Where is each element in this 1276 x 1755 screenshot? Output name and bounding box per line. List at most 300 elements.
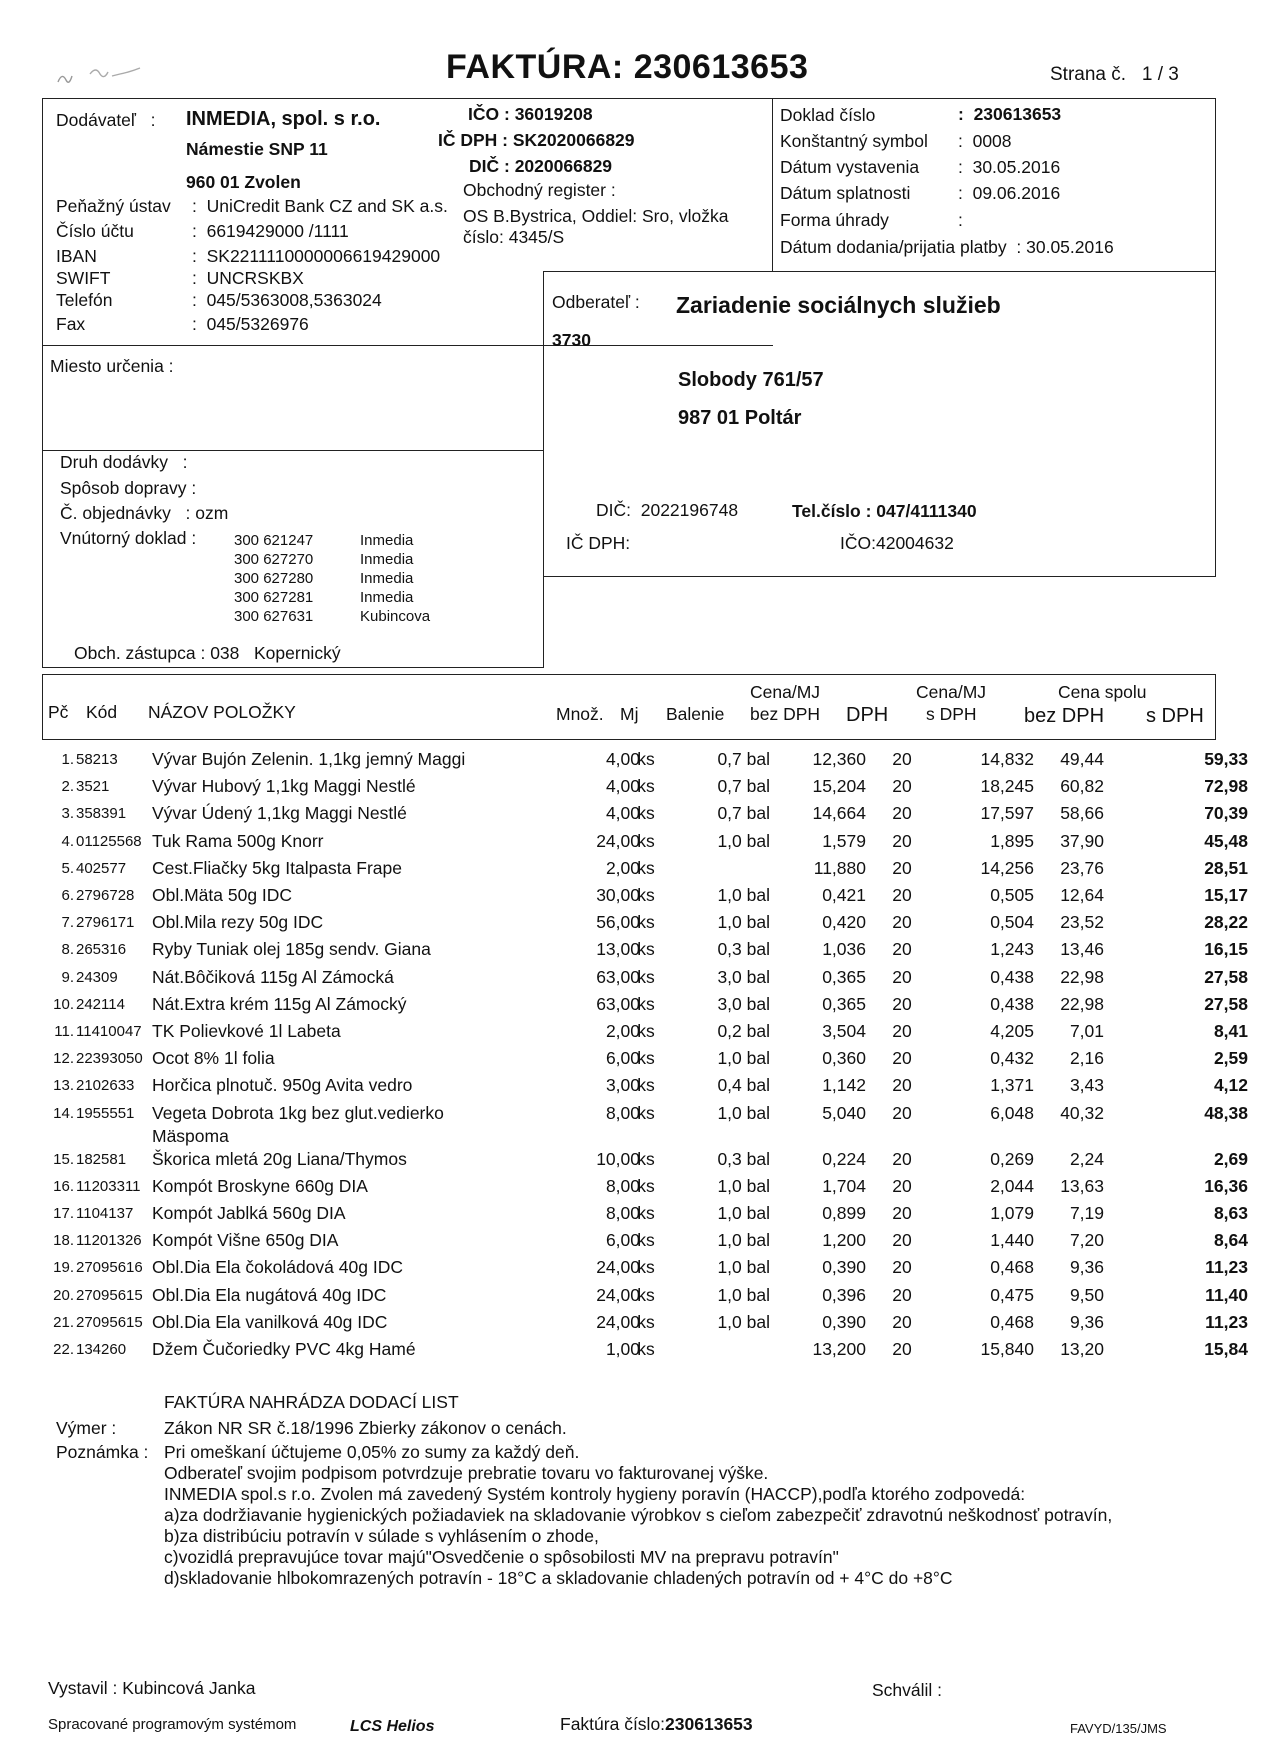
table-row (42, 746, 1248, 772)
row-index: 10. (53, 995, 74, 1013)
row-item-name: Vývar Údený 1,1kg Maggi Nestlé (152, 803, 407, 824)
row-unit-price-vat: 0,432 (990, 1048, 1034, 1069)
row-unit-price: 15,204 (812, 776, 866, 797)
row-quantity: 1,00 (605, 1339, 640, 1359)
row-unit-price: 0,421 (822, 885, 866, 905)
sales-agent: Obch. zástupca : 038 Kopernický (74, 643, 341, 663)
row-quantity: 4,00 (605, 776, 640, 797)
table-row (42, 773, 1248, 799)
row-item-name: Obl.Mila rezy 50g IDC (152, 912, 324, 933)
col-spolu-s: s DPH (1146, 705, 1204, 727)
row-unit-price: 14,664 (812, 803, 866, 824)
col-qty: Množ. (556, 704, 604, 724)
const-sym-value: : 0008 (958, 131, 1012, 151)
row-unit-price: 0,365 (822, 993, 866, 1014)
row-index: 5. (61, 859, 74, 877)
row-total-vat: 16,36 (1204, 1175, 1248, 1196)
customer-street: Slobody 761/57 (678, 369, 824, 391)
row-vat-rate: 20 (892, 912, 912, 933)
row-packaging: 1,0 bal (717, 1230, 770, 1251)
row-unit-price-vat: 0,475 (990, 1284, 1034, 1305)
row-total: 60,82 (1060, 776, 1104, 797)
row-quantity: 8,00 (605, 1203, 640, 1223)
row-code: 27095615 (76, 1286, 143, 1304)
row-unit-price-vat: 0,269 (990, 1148, 1034, 1169)
row-unit-price: 1,579 (822, 830, 866, 851)
row-item-name: Vývar Bujón Zelenin. 1,1kg jemný Maggi (152, 749, 466, 769)
notes-line: Odberateľ svojim podpisom potvrdzuje prebratie tovaru vo fakturovanej výške. (164, 1463, 769, 1483)
poznamka-label: Poznámka : (56, 1442, 149, 1462)
row-item-name: Džem Čučoriedky PVC 4kg Hamé (152, 1339, 416, 1359)
supplier-name: INMEDIA, spol. s r.o. (186, 108, 381, 130)
row-vat-rate: 20 (892, 939, 912, 960)
row-total: 22,98 (1060, 993, 1104, 1014)
page-number: 1 / 3 (1141, 64, 1179, 85)
row-index: 16. (53, 1177, 74, 1195)
row-packaging: 1,0 bal (717, 1102, 770, 1123)
row-index: 7. (61, 914, 74, 932)
row-total-vat: 27,58 (1204, 966, 1248, 987)
customer-ico: IČO:42004632 (840, 533, 954, 553)
row-quantity: 56,00 (596, 912, 640, 933)
col-spolu-bez: bez DPH (1024, 705, 1105, 727)
table-row (42, 1045, 1248, 1071)
customer-name: Zariadenie sociálnych služieb (676, 292, 1001, 318)
table-row (42, 800, 1248, 826)
row-vat-rate: 20 (892, 749, 912, 769)
row-code: 242114 (76, 995, 125, 1013)
row-unit-price-vat: 6,048 (990, 1102, 1034, 1123)
table-row (42, 1100, 1248, 1146)
row-vat-rate: 20 (892, 1048, 912, 1069)
supplier-ico: IČO : 36019208 (468, 104, 593, 124)
row-total: 22,98 (1060, 966, 1104, 987)
row-total-vat: 16,15 (1204, 939, 1248, 960)
row-total: 13,20 (1060, 1339, 1104, 1359)
row-total-vat: 8,41 (1213, 1021, 1248, 1041)
row-unit: ks (637, 1021, 655, 1041)
row-total-vat: 48,38 (1204, 1102, 1248, 1123)
row-code: 182581 (76, 1150, 127, 1168)
row-code: 2796171 (76, 914, 135, 932)
row-vat-rate: 20 (892, 857, 912, 878)
notes-line: d)skladovanie hlbokomrazených potravín - 18°C a skladovanie chladených potravín od + 4°C do +8°C (164, 1568, 953, 1588)
row-unit-price-vat: 4,205 (990, 1021, 1034, 1041)
row-unit: ks (637, 993, 655, 1014)
supplier-register-line2: číslo: 4345/S (463, 227, 565, 247)
row-item-name: Kompót Višne 650g DIA (152, 1230, 339, 1251)
customer-city: 987 01 Poltár (678, 407, 802, 429)
row-total-vat: 59,33 (1204, 749, 1248, 769)
row-vat-rate: 20 (892, 1257, 912, 1278)
invoice-title: FAKTÚRA: 230613653 (446, 48, 809, 86)
row-quantity: 4,00 (605, 749, 640, 769)
issue-date-label: Dátum vystavenia (780, 157, 920, 177)
row-unit-price: 11,880 (813, 857, 866, 878)
row-code: 402577 (76, 859, 127, 877)
row-unit-price: 13,200 (812, 1339, 866, 1359)
row-total: 2,16 (1069, 1048, 1104, 1069)
row-code: 3521 (76, 778, 110, 796)
table-row (42, 1018, 1248, 1044)
row-quantity: 2,00 (605, 857, 640, 878)
account-value: : 6619429000 /1111 (192, 221, 349, 241)
row-packaging: 0,3 bal (717, 939, 770, 960)
row-vat-rate: 20 (892, 1203, 912, 1223)
row-packaging: 1,0 bal (717, 1311, 770, 1332)
row-item-name: Tuk Rama 500g Knorr (152, 830, 324, 851)
vymer-text: Zákon NR SR č.18/1996 Zbierky zákonov o cenách. (164, 1418, 567, 1438)
row-index: 19. (53, 1259, 74, 1277)
row-index: 11. (54, 1023, 74, 1040)
row-unit-price-vat: 14,832 (980, 749, 1034, 769)
row-unit-price: 0,899 (822, 1203, 866, 1223)
col-name: NÁZOV POLOŽKY (148, 702, 296, 722)
row-total: 23,52 (1060, 912, 1104, 933)
row-total-vat: 8,64 (1213, 1230, 1248, 1251)
col-cena-top: Cena/MJ (750, 682, 821, 702)
table-row (42, 828, 1248, 854)
row-unit-price: 1,704 (822, 1175, 866, 1196)
row-index: 18. (53, 1232, 74, 1250)
row-unit-price-vat: 0,438 (990, 966, 1034, 987)
table-row (42, 991, 1248, 1017)
row-index: 3. (61, 805, 74, 823)
bank-label: Peňažný ústav (56, 196, 171, 216)
issued-by: Vystavil : Kubincová Janka (48, 1678, 256, 1698)
col-bal: Balenie (666, 704, 725, 724)
row-unit: ks (637, 912, 655, 933)
supplier-city: 960 01 Zvolen (186, 172, 301, 192)
row-unit: ks (637, 830, 655, 851)
row-total: 9,36 (1069, 1311, 1104, 1332)
row-vat-rate: 20 (892, 1230, 912, 1251)
row-item-name: Obl.Mäta 50g IDC (152, 885, 293, 905)
row-unit: ks (637, 857, 655, 878)
row-quantity: 10,00 (596, 1148, 640, 1169)
row-packaging: 1,0 bal (717, 1257, 770, 1278)
row-index: 13. (53, 1077, 74, 1095)
row-code: 11201326 (76, 1232, 142, 1250)
row-code: 11410047 (76, 1023, 142, 1040)
row-total-vat: 72,98 (1204, 776, 1248, 797)
row-total: 12,64 (1060, 885, 1104, 905)
row-unit: ks (637, 1230, 655, 1251)
row-vat-rate: 20 (892, 1284, 912, 1305)
customer-code: 3730 (552, 330, 591, 350)
row-total-vat: 2,59 (1213, 1048, 1248, 1069)
row-total-vat: 8,63 (1213, 1203, 1248, 1223)
row-index: 1. (61, 751, 74, 768)
const-sym-label: Konštantný symbol (780, 131, 928, 151)
row-quantity: 13,00 (596, 939, 640, 960)
payment-value: : (958, 210, 973, 230)
notes-line: Pri omeškaní účtujeme 0,05% zo sumy za každý deň. (164, 1442, 580, 1462)
row-unit: ks (637, 939, 655, 960)
col-cena-s: s DPH (926, 704, 977, 724)
page-label: Strana č. (1050, 64, 1127, 85)
row-unit: ks (637, 1257, 655, 1278)
destination-label: Miesto určenia : (50, 356, 174, 376)
table-row (42, 1336, 1248, 1362)
row-packaging: 1,0 bal (717, 1203, 770, 1223)
row-unit: ks (637, 966, 655, 987)
row-vat-rate: 20 (892, 1148, 912, 1169)
row-unit-price-vat: 0,505 (990, 885, 1034, 905)
row-unit-price-vat: 15,840 (980, 1339, 1034, 1359)
notes-line: c)vozidlá prepravujúce tovar majú"Osvedčenie o spôsobilosti MV na prepravu potravín" (164, 1547, 839, 1567)
row-total-vat: 2,69 (1213, 1148, 1248, 1169)
supplier-register-line1: OS B.Bystrica, Oddiel: Sro, vložka (463, 206, 729, 226)
row-unit-price: 0,396 (822, 1284, 866, 1305)
row-unit: ks (637, 803, 655, 824)
table-row (42, 855, 1248, 881)
internal-doc-owner: Inmedia (360, 532, 414, 549)
row-total: 7,19 (1069, 1203, 1104, 1223)
row-index: 8. (61, 941, 74, 959)
row-item-name: Horčica plnotuč. 950g Avita vedro (152, 1075, 413, 1096)
fax-value: : 045/5326976 (192, 314, 309, 334)
row-code: 358391 (76, 805, 127, 823)
row-index: 9. (61, 968, 74, 986)
row-index: 21. (53, 1313, 74, 1331)
row-total-vat: 15,17 (1204, 885, 1248, 905)
row-packaging: 1,0 bal (717, 1175, 770, 1196)
row-item-name: Nát.Bôčiková 115g Al Zámocká (152, 966, 394, 987)
row-vat-rate: 20 (892, 1102, 912, 1123)
internal-doc-number: 300 627631 (234, 608, 314, 625)
table-row (42, 1309, 1248, 1335)
row-item-name: Vegeta Dobrota 1kg bez glut.vedierko (152, 1102, 444, 1123)
approved-label: Schválil : (872, 1680, 943, 1700)
row-item-name: TK Polievkové 1l Labeta (152, 1021, 341, 1041)
row-quantity: 24,00 (596, 1257, 640, 1278)
row-vat-rate: 20 (892, 1021, 912, 1041)
row-packaging: 0,4 bal (717, 1075, 770, 1096)
row-unit-price-vat: 1,243 (990, 939, 1034, 960)
row-unit-price: 1,200 (822, 1230, 866, 1251)
notes-heading: FAKTÚRA NAHRÁDZA DODACÍ LIST (164, 1392, 459, 1412)
row-unit-price-vat: 14,256 (980, 857, 1034, 878)
row-vat-rate: 20 (892, 966, 912, 987)
payment-label: Forma úhrady (780, 210, 889, 230)
row-quantity: 4,00 (605, 803, 640, 824)
issue-date-value: : 30.05.2016 (958, 157, 1061, 177)
table-row (42, 1227, 1248, 1253)
row-unit: ks (637, 749, 655, 769)
row-unit-price: 1,036 (822, 939, 866, 960)
table-row (42, 909, 1248, 935)
row-unit-price-vat: 0,468 (990, 1257, 1034, 1278)
row-packaging: 1,0 bal (717, 912, 770, 933)
row-code: 22393050 (76, 1050, 143, 1068)
row-unit: ks (637, 1102, 655, 1123)
system-label: Spracované programovým systémom (48, 1716, 297, 1733)
customer-label: Odberateľ : (552, 292, 640, 312)
row-total: 13,46 (1060, 939, 1104, 960)
supplier-label: Dodávateľ : (56, 110, 156, 130)
internal-doc-owner: Inmedia (360, 570, 414, 587)
row-unit: ks (637, 1048, 655, 1069)
row-unit-price-vat: 17,597 (980, 803, 1034, 824)
row-unit-price: 3,504 (822, 1021, 866, 1041)
row-code: 58213 (76, 751, 118, 768)
account-label: Číslo účtu (56, 221, 134, 241)
col-spolu-top: Cena spolu (1058, 682, 1147, 702)
table-row (42, 1254, 1248, 1280)
internal-doc-owner: Kubincova (360, 608, 431, 625)
row-quantity: 24,00 (596, 1311, 640, 1332)
internal-doc-number: 300 621247 (234, 532, 314, 549)
col-kod: Kód (86, 702, 118, 722)
row-packaging: 1,0 bal (717, 1048, 770, 1069)
doc-no-label: Doklad číslo (780, 105, 876, 125)
table-row (42, 1146, 1248, 1172)
row-total-vat: 15,84 (1204, 1339, 1248, 1359)
row-total: 40,32 (1060, 1102, 1104, 1123)
row-quantity: 2,00 (605, 1021, 640, 1041)
row-unit-price-vat: 1,371 (990, 1075, 1034, 1096)
row-unit-price: 1,142 (822, 1075, 866, 1096)
doc-no-value: : 230613653 (958, 104, 1062, 124)
row-packaging: 1,0 bal (717, 830, 770, 851)
row-unit: ks (637, 1148, 655, 1169)
phone-label: Telefón (56, 290, 113, 310)
row-packaging: 3,0 bal (717, 966, 770, 987)
table-row (42, 882, 1248, 908)
row-quantity: 63,00 (596, 966, 640, 987)
row-unit-price-vat: 1,079 (990, 1203, 1034, 1223)
customer-phone: Tel.číslo : 047/4111340 (792, 501, 977, 521)
row-item-name: Škorica mletá 20g Liana/Thymos (152, 1148, 407, 1169)
col-cena-s-top: Cena/MJ (916, 682, 987, 702)
row-index: 4. (61, 832, 74, 850)
form-code: FAVYD/135/JMS (1070, 1721, 1167, 1736)
row-unit: ks (637, 1339, 655, 1359)
row-packaging: 3,0 bal (717, 993, 770, 1014)
row-unit-price: 0,224 (822, 1148, 866, 1169)
row-index: 6. (61, 887, 74, 904)
handwritten-scribble (50, 52, 160, 92)
order-no: Č. objednávky : ozm (60, 503, 229, 523)
row-unit: ks (637, 1311, 655, 1332)
row-unit-price: 0,360 (822, 1048, 866, 1069)
row-total: 7,20 (1069, 1230, 1104, 1251)
row-packaging: 1,0 bal (717, 1284, 770, 1305)
due-date-value: : 09.06.2016 (958, 183, 1061, 203)
row-unit-price: 0,390 (822, 1311, 866, 1332)
swift-value: : UNCRSKBX (192, 268, 304, 288)
col-dph: DPH (846, 704, 889, 726)
footer-invoice-no: Faktúra číslo:230613653 (560, 1714, 753, 1734)
notes-line: b)za distribúciu potravín v súlade s vyhlásením o zhode, (164, 1526, 599, 1546)
notes-line: INMEDIA spol.s r.o. Zvolen má zavedený Systém kontroly hygieny poravín (HACCP),podľa ktorého zodpovedá: (164, 1484, 1026, 1504)
supplier-dic: DIČ : 2020066829 (469, 156, 613, 176)
row-code: 134260 (76, 1341, 127, 1358)
fax-label: Fax (56, 314, 86, 334)
row-unit-price-vat: 1,440 (990, 1230, 1034, 1251)
row-total: 2,24 (1069, 1148, 1104, 1169)
row-total: 7,01 (1069, 1021, 1104, 1041)
row-unit-price-vat: 0,468 (990, 1311, 1034, 1332)
supplier-register-label: Obchodný register : (463, 180, 616, 200)
row-quantity: 8,00 (605, 1175, 640, 1196)
internal-doc-number: 300 627280 (234, 570, 314, 587)
row-vat-rate: 20 (892, 993, 912, 1014)
internal-doc-owner: Inmedia (360, 589, 414, 606)
row-code: 27095616 (76, 1259, 143, 1277)
col-mj: Mj (620, 704, 639, 724)
row-code: 1104137 (76, 1205, 134, 1222)
customer-dic: DIČ: 2022196748 (596, 500, 739, 520)
row-item-name: Kompót Broskyne 660g DIA (152, 1175, 368, 1196)
row-total-vat: 28,51 (1204, 857, 1248, 878)
row-total: 49,44 (1060, 749, 1104, 769)
table-row (42, 964, 1248, 990)
row-unit-price-vat: 18,245 (980, 776, 1034, 797)
col-cena-bez: bez DPH (750, 704, 821, 724)
table-row (42, 1200, 1248, 1226)
row-packaging: 1,0 bal (717, 885, 770, 905)
row-item-name: Kompót Jablká 560g DIA (152, 1203, 346, 1223)
delivery-type-label: Druh dodávky : (60, 452, 188, 472)
internal-doc-number: 300 627270 (234, 551, 314, 568)
row-quantity: 3,00 (605, 1075, 640, 1096)
row-code: 1955551 (76, 1104, 135, 1122)
row-unit: ks (637, 776, 655, 797)
supplier-icdph: IČ DPH : SK2020066829 (438, 130, 635, 150)
row-unit-price-vat: 1,895 (990, 830, 1034, 851)
row-quantity: 30,00 (596, 885, 640, 905)
row-quantity: 6,00 (605, 1230, 640, 1251)
row-code: 11203311 (76, 1177, 141, 1195)
row-unit: ks (637, 1284, 655, 1305)
row-total: 3,43 (1069, 1075, 1104, 1096)
row-packaging: 0,7 bal (717, 776, 770, 797)
row-code: 265316 (76, 941, 127, 959)
bank-value: : UniCredit Bank CZ and SK a.s. (192, 196, 448, 216)
row-total-vat: 4,12 (1213, 1075, 1248, 1096)
row-unit-price: 0,365 (822, 966, 866, 987)
row-unit-price: 5,040 (822, 1102, 866, 1123)
row-unit-price: 0,420 (822, 912, 866, 933)
row-code: 24309 (76, 968, 118, 986)
row-quantity: 24,00 (596, 830, 640, 851)
row-item-name: Cest.Fliačky 5kg Italpasta Frape (152, 857, 402, 878)
notes-line: a)za dodržiavanie hygienických požiadaviek na skladovanie výrobkov s cieľom zabezpečiť zdravotnú neškodnosť potravín, (164, 1505, 1113, 1525)
row-item-name: Obl.Dia Ela vanilková 40g IDC (152, 1311, 388, 1332)
row-vat-rate: 20 (892, 885, 912, 905)
row-index: 17. (53, 1205, 74, 1222)
row-item-name: Ryby Tuniak olej 185g sendv. Giana (152, 939, 431, 960)
row-index: 12. (53, 1050, 74, 1068)
table-row (42, 1072, 1248, 1098)
row-quantity: 8,00 (605, 1102, 640, 1123)
row-vat-rate: 20 (892, 830, 912, 851)
vymer-label: Výmer : (56, 1418, 117, 1438)
row-packaging: 0,7 bal (717, 803, 770, 824)
row-index: 20. (53, 1286, 74, 1304)
row-vat-rate: 20 (892, 1175, 912, 1196)
internal-doc-number: 300 627281 (234, 589, 314, 606)
row-total: 9,36 (1069, 1257, 1104, 1278)
system-name: LCS Helios (350, 1718, 435, 1735)
row-vat-rate: 20 (892, 1339, 912, 1359)
row-unit-price-vat: 0,504 (990, 912, 1034, 933)
row-total-vat: 11,23 (1205, 1257, 1248, 1278)
col-pc: Pč (48, 702, 69, 722)
row-total: 58,66 (1060, 803, 1104, 824)
